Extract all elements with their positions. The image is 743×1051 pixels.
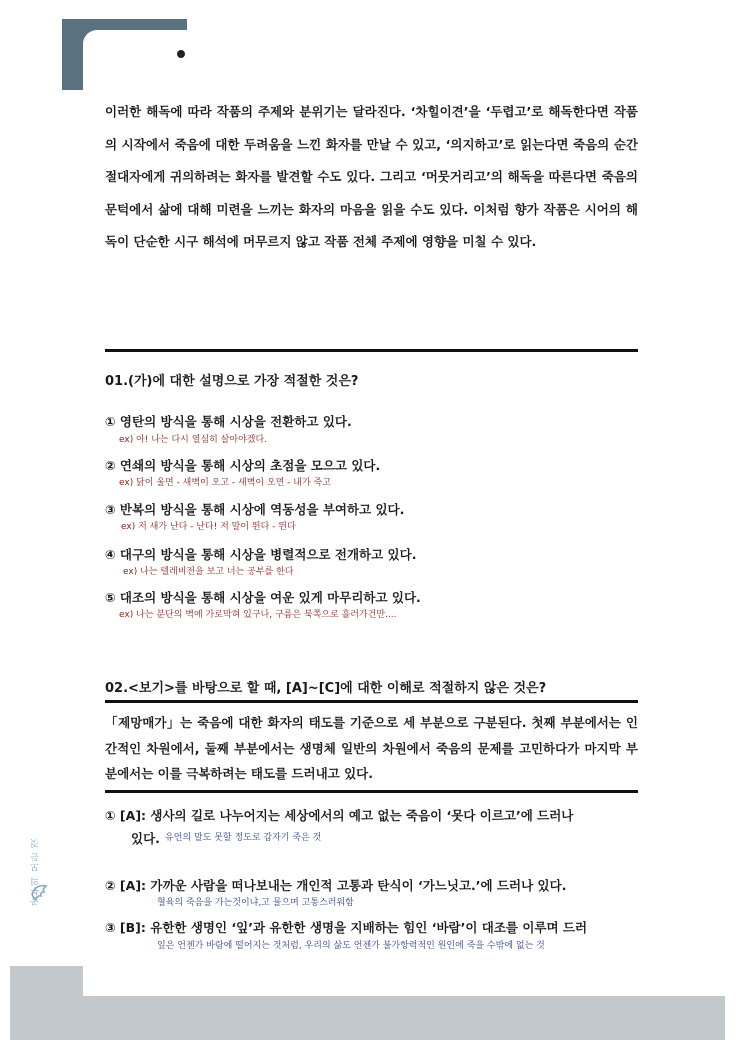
- q1-choice-2[interactable]: ② 연쇄의 방식을 통해 시상의 초점을 모으고 있다.: [105, 458, 381, 473]
- q2-note-1: 유언의 말도 못할 정도로 갑자기 죽은 것: [165, 833, 322, 843]
- q1-example-4: ex) 나는 텔레비전을 보고 너는 공부를 한다: [123, 567, 294, 577]
- brand-logo: [28, 838, 52, 908]
- bogi-bottom-rule: [105, 790, 638, 793]
- bogi-top-rule: [105, 700, 638, 703]
- q1-example-3: ex) 저 새가 난다 - 난다! 저 말이 뛴다 - 뛴다: [121, 522, 296, 532]
- bogi-box-text: 「제망매가」는 죽음에 대한 화자의 태도를 기준으로 세 부분으로 구분된다. 첫째 부분에서는 인간적인 차원에서, 둘째 부분에서는 생명체 일반의 차원에서 죽음의 문제를 고민하다가 마지막 부분에서는 이를 극복하려는 태도를 드러내고 있다.: [105, 715, 638, 781]
- q1-choice-1[interactable]: ① 영탄의 방식을 통해 시상을 전환하고 있다.: [105, 414, 352, 429]
- q2-note-3: 잎은 언젠가 바람에 떨어지는 것처럼, 우리의 삶도 언젠가 불가항력적인 원인에 죽을 수밖에 없는 것: [157, 941, 545, 951]
- q1-example-1: ex) 아! 나는 다시 열심히 살아야겠다.: [119, 435, 268, 445]
- q1-example-2: ex) 닭이 울면 - 새벽이 오고 - 새벽이 오면 - 내가 죽고: [119, 478, 331, 488]
- question-2-title: 02.<보기>를 바탕으로 할 때, [A]~[C]에 대한 이해로 적절하지 않은 것은?: [105, 681, 547, 696]
- q1-choice-5[interactable]: ⑤ 대조의 방식을 통해 시상을 여운 있게 마무리하고 있다.: [105, 590, 421, 605]
- section-divider: [105, 349, 638, 352]
- q2-choice-2[interactable]: ② [A]: 가까운 사람을 떠나보내는 개인적 고통과 탄식이 ‘가느닛고.’에 드러나 있다.: [105, 878, 567, 893]
- passage-paragraph: 이러한 해독에 따라 작품의 주제와 분위기는 달라진다. ‘차힐이견’을 ‘두렵고’로 해독한다면 작품의 시작에서 죽음에 대한 두려움을 느낀 화자를 만날 수 있고, ‘의지하고’로 읽는다면 죽음의 순간 절대자에게 귀의하려는 화자를 발견할 수도 있다. 그리고 ‘머뭇거리고’의 해독을 따른다면 죽음의 문턱에서 삶에 대해 미련을 느끼는 화자의 마음을 읽을 수도 있다. 이처럼 향가 작품은 시어의 해독이 단순한 시구 해석에 머무르지 않고 작품 전체 주제에 영향을 미칠 수 있다.: [105, 104, 638, 249]
- q2-choice-1[interactable]: [105, 806, 638, 826]
- binder-hole-icon: [177, 50, 185, 58]
- q1-choice-4[interactable]: ④ 대구의 방식을 통해 시상을 병렬적으로 전개하고 있다.: [105, 547, 417, 562]
- wing-icon: [28, 880, 52, 904]
- logo-text: 공부의 모든 것: [31, 838, 41, 906]
- q2-choice-3[interactable]: ③ [B]: 유한한 생명인 ‘잎’과 유한한 생명을 지배하는 힘인 ‘바람’이 대조를 이루며 드러: [105, 920, 588, 935]
- q2-choice-1-text: ① [A]: 생사의 길로 나누어지는 세상에서의 예고 없는 죽음이 ‘못다 이르고’에 드러나: [105, 808, 574, 823]
- q1-example-5: ex) 나는 분단의 벽에 가로막혀 있구나, 구름은 북쪽으로 흘러가건만....: [119, 610, 397, 620]
- question-1-title: 01.(가)에 대한 설명으로 가장 적절한 것은?: [105, 374, 359, 389]
- q2-note-2: 혈육의 죽음을 가는것이냐,고 물으며 고통스러워함: [157, 898, 354, 908]
- q1-choice-3[interactable]: ③ 반복의 방식을 통해 시상에 역동성을 부여하고 있다.: [105, 502, 405, 517]
- q2-choice-1-continued: 있다.: [131, 831, 160, 846]
